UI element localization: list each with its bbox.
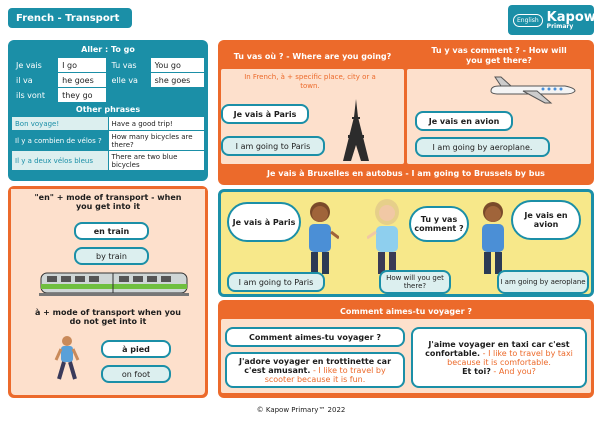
a-title: à + mode of transport when you do not get into it [34, 308, 181, 326]
boy-illustration [301, 200, 339, 276]
aller-french-cell: il va [12, 73, 58, 88]
dialogue-pill-aeroplane: I am going by aeroplane [497, 270, 589, 294]
like-title: Comment aimes-tu voyager ? [340, 306, 472, 316]
et-toi: Et toi? [462, 366, 491, 376]
taxi-en: - I like to travel by taxi because it is comfortable. [447, 348, 573, 367]
scooter-fr: J'adore voyager en trottinette car c'est amusant. [238, 356, 392, 375]
walking-person-illustration [47, 335, 87, 387]
aller-french-cell: ils vont [12, 88, 58, 103]
dialogue-bubble-paris: Je vais à Paris [227, 202, 301, 242]
brussels-text: Je vais à Bruxelles en autobus - I am going to Brussels by bus [267, 168, 545, 178]
phrase-english-cell: There are two blue bicycles [108, 151, 205, 171]
where-note: In French, à + specific place, city or a town. [244, 73, 376, 90]
like-panel [218, 300, 594, 398]
aller-french-cell [107, 88, 150, 103]
like-question-bubble: Comment aimes-tu voyager ? [225, 327, 405, 347]
where-title: Tu vas où ? - Where are you going? [233, 51, 392, 61]
mode-panel [8, 186, 208, 398]
boy-thinking-illustration [475, 200, 511, 276]
going-to-paris-pill: I am going to Paris [221, 136, 325, 156]
aller-row [12, 88, 205, 103]
header-bar [8, 8, 132, 28]
phrase-french-cell: Il y a deux vélos bleus [12, 151, 109, 171]
page-title: French - Transport [16, 12, 120, 24]
phrase-row [12, 151, 205, 171]
english-badge: English [513, 14, 543, 27]
how-section [407, 43, 591, 164]
logo-brand: Kapow [546, 9, 596, 25]
train-illustration [39, 269, 189, 299]
aller-row [12, 73, 205, 88]
aller-english-cell: I go [58, 58, 107, 73]
aller-english-cell: she goes [150, 73, 204, 88]
how-title: Tu y vas comment ? - How will you get there? [431, 46, 567, 65]
and-you: - And you? [493, 366, 536, 376]
aller-french-cell: Je vais [12, 58, 58, 73]
kapow-logo [508, 5, 594, 35]
dialogue-pill-how: How will you get there? [379, 270, 451, 294]
phrase-french-cell: Bon voyage! [12, 117, 109, 131]
where-how-panel [218, 40, 594, 185]
aller-french-cell: Tu vas [107, 58, 150, 73]
logo-sub: Primary [546, 22, 574, 30]
aller-row [12, 58, 205, 73]
aller-table [11, 57, 205, 103]
by-train-pill: by train [74, 247, 149, 265]
like-answer-scooter [225, 352, 405, 388]
dialogue-bubble-comment: Tu y vas comment ? [409, 206, 469, 242]
dialogue-bubble-avion: Je vais en avion [511, 200, 581, 240]
phrase-french-cell: Il y a combien de vélos ? [12, 131, 109, 151]
je-vais-avion-bubble: Je vais en avion [415, 111, 513, 131]
like-answer-taxi [411, 327, 587, 388]
going-by-aeroplane-pill: I am going by aeroplane. [415, 137, 550, 157]
aeroplane-illustration [487, 75, 577, 105]
taxi-fr: J'aime voyager en taxi car c'est confortable. [425, 339, 570, 358]
phrase-row [12, 131, 205, 151]
aller-english-cell: You go [150, 58, 204, 73]
aller-title: Aller : To go [81, 45, 135, 54]
on-foot-pill: on foot [101, 365, 171, 383]
aller-french-cell: elle va [107, 73, 150, 88]
where-section [221, 43, 404, 164]
a-pied-bubble: à pied [101, 340, 171, 358]
phrase-english-cell: Have a good trip! [108, 117, 205, 131]
phrase-english-cell: How many bicycles are there? [108, 131, 205, 151]
scooter-en: - I like to travel by scooter because it is fun. [264, 365, 386, 384]
aller-english-cell: he goes [58, 73, 107, 88]
en-title: "en" + mode of transport - when you get into it [11, 189, 205, 215]
dialogue-pill-paris: I am going to Paris [227, 272, 325, 292]
dialogue-panel [218, 189, 594, 297]
aller-panel [8, 40, 208, 181]
aller-english-cell [150, 88, 204, 103]
eiffel-tower-illustration [341, 99, 371, 161]
phrase-row [12, 117, 205, 131]
je-vais-paris-bubble: Je vais à Paris [221, 104, 309, 124]
en-train-bubble: en train [74, 222, 149, 240]
phrases-table [11, 116, 205, 171]
aller-english-cell: they go [58, 88, 107, 103]
girl-illustration [367, 198, 407, 276]
footer-copyright: © Kapow Primary™ 2022 [256, 406, 346, 414]
phrases-title: Other phrases [75, 105, 141, 114]
